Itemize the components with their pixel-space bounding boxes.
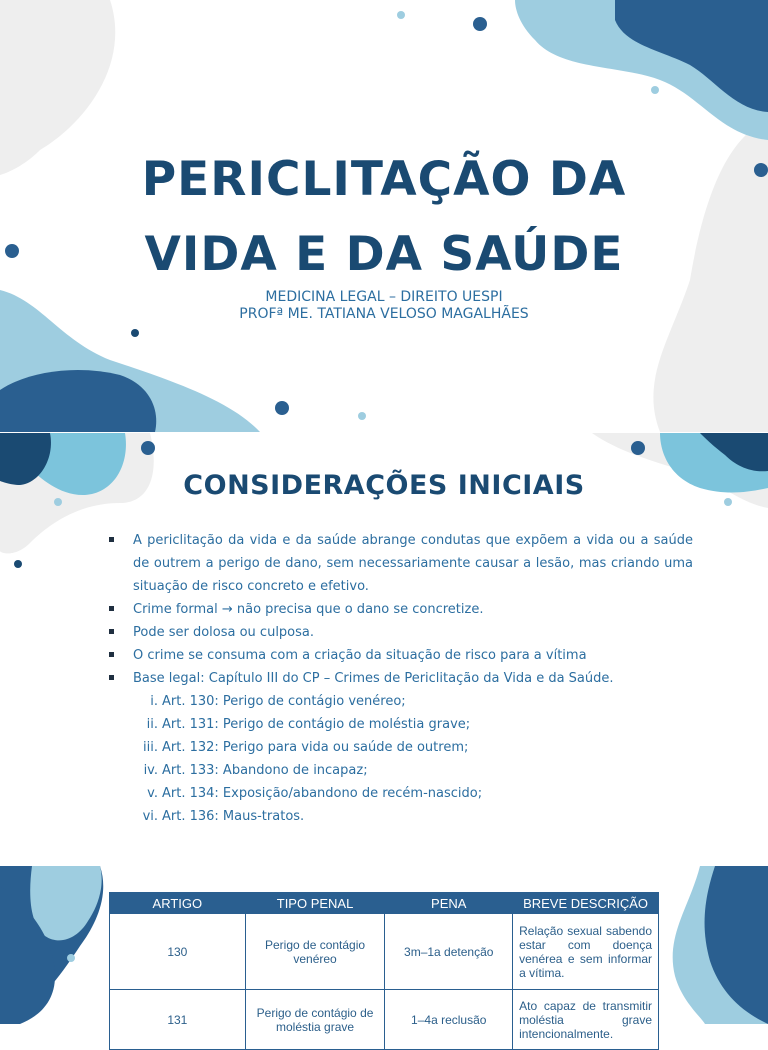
article-item [108, 759, 693, 782]
bullet-item: Base legal: Capítulo III do CP – Crimes de Periclitação da Vida e da Saúde. [108, 667, 693, 690]
penalty-table [109, 892, 659, 1050]
cell-descricao: Relação sexual sabendo estar com doença venérea e sem informar a vítima. [513, 914, 659, 990]
column-header-artigo: ARTIGO [110, 893, 246, 914]
cell-tipo-penal: Perigo de contágio venéreo [245, 914, 385, 990]
column-header-descricao: BREVE DESCRIÇÃO [513, 893, 659, 914]
bullet-item: O crime se consuma com a criação da situação de risco para a vítima [108, 644, 693, 667]
table-header-row [110, 893, 659, 914]
article-text: Art. 136: Maus-tratos. [162, 809, 305, 824]
article-number: iii. [143, 740, 158, 755]
article-text: Art. 130: Perigo de contágio venéreo; [162, 694, 406, 709]
cell-pena: 1–4a reclusão [385, 990, 513, 1050]
article-item [108, 805, 693, 828]
cell-tipo-penal: Perigo de contágio de moléstia grave [245, 990, 385, 1050]
column-header-tipo-penal: TIPO PENAL [245, 893, 385, 914]
article-number: vi. [142, 809, 158, 824]
article-text: Art. 133: Abandono de incapaz; [162, 763, 368, 778]
considerations-slide [0, 433, 768, 865]
article-number: v. [147, 786, 158, 801]
article-number: i. [150, 694, 158, 709]
bullet-item: Pode ser dolosa ou culposa. [108, 621, 693, 644]
article-number: iv. [143, 763, 158, 778]
penalty-table-slide [0, 866, 768, 1041]
article-item [108, 782, 693, 805]
title-line-1: PERICLITAÇÃO DA [141, 152, 627, 207]
subtitle-professor: PROFª ME. TATIANA VELOSO MAGALHÃES [239, 306, 529, 322]
slide-title [0, 142, 768, 292]
subtitle-course: MEDICINA LEGAL – DIREITO UESPI [265, 289, 503, 305]
considerations-list [108, 529, 693, 828]
title-line-2: VIDA E DA SAÚDE [144, 227, 624, 282]
article-item [108, 736, 693, 759]
cell-descricao: Ato capaz de transmitir moléstia grave intencionalmente. [513, 990, 659, 1050]
title-slide [0, 0, 768, 432]
bullet-item: Crime formal → não precisa que o dano se concretize. [108, 598, 693, 621]
article-text: Art. 131: Perigo de contágio de moléstia grave; [162, 717, 471, 732]
bullet-item: A periclitação da vida e da saúde abrange condutas que expõem a vida ou a saúde de outrem a perigo de dano, sem necessariamente causar a lesão, mas criando uma situação de risco concreto e efetivo. [108, 529, 693, 598]
slide-subtitle [0, 289, 768, 323]
article-item [108, 713, 693, 736]
cell-artigo: 131 [110, 990, 246, 1050]
article-item [108, 690, 693, 713]
article-number: ii. [146, 717, 158, 732]
cell-artigo: 130 [110, 914, 246, 990]
article-text: Art. 132: Perigo para vida ou saúde de outrem; [162, 740, 469, 755]
table-row [110, 914, 659, 990]
article-text: Art. 134: Exposição/abandono de recém-nascido; [162, 786, 483, 801]
cell-pena: 3m–1a detenção [385, 914, 513, 990]
table-row [110, 990, 659, 1050]
section-title: CONSIDERAÇÕES INICIAIS [183, 470, 585, 501]
column-header-pena: PENA [385, 893, 513, 914]
